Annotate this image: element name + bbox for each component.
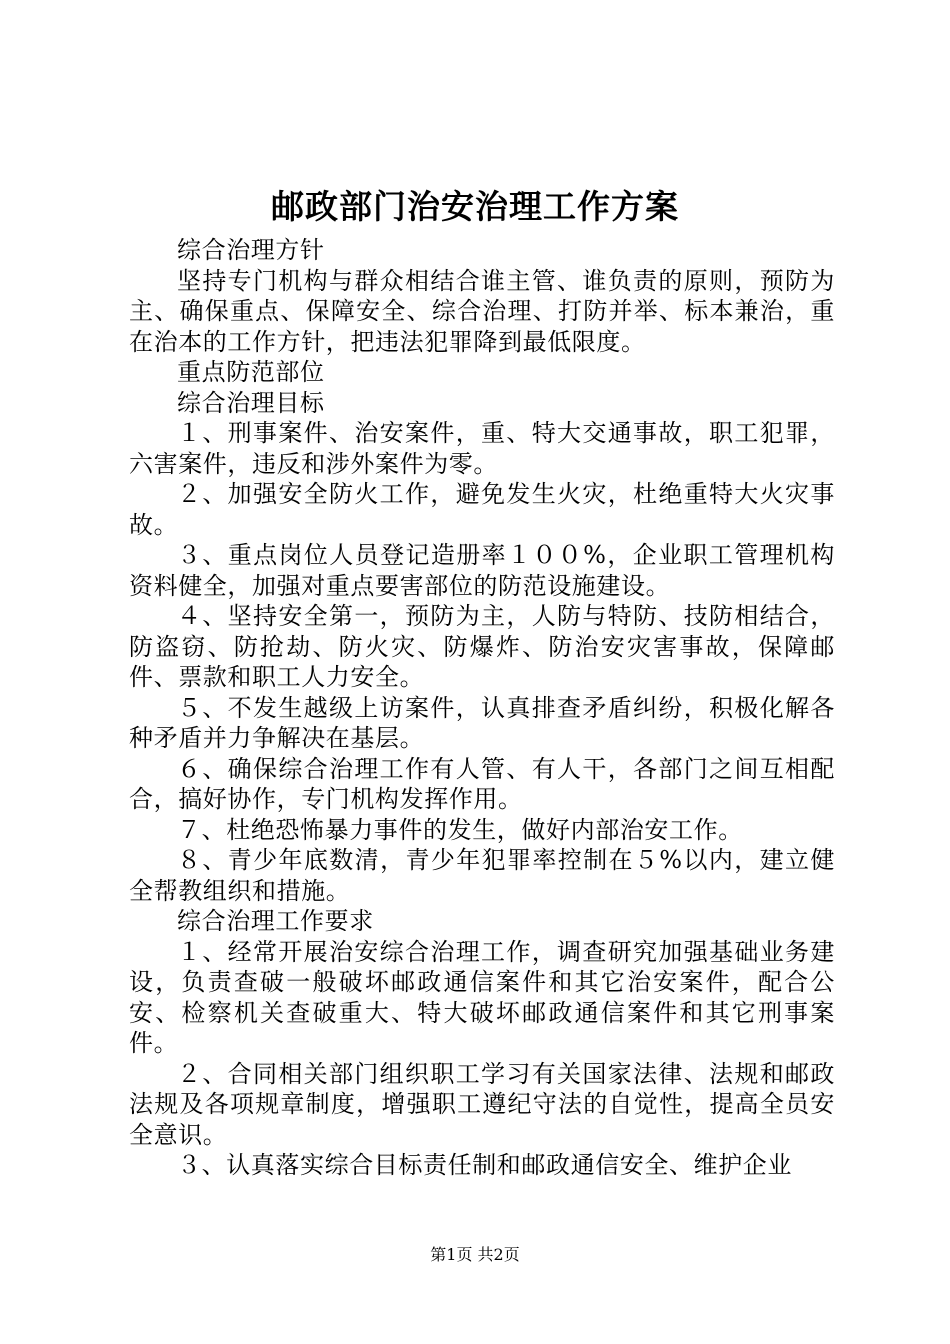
goal-item-4: ４、坚持安全第一，预防为主，人防与特防、技防相结合，防盗窃、防抢劫、防火灾、防爆炸、防治安灾害事故，保障邮件、票款和职工人力安全。 [129, 602, 835, 691]
goal-item-7: ７、杜绝恐怖暴力事件的发生，做好内部治安工作。 [177, 815, 743, 844]
heading-requirements: 综合治理工作要求 [177, 907, 374, 935]
document-title: 邮政部门治安治理工作方案 [271, 187, 679, 226]
page-footer: 第1页 共2页 [430, 1245, 520, 1264]
goal-item-3: ３、重点岗位人员登记造册率１００%，企业职工管理机构资料健全，加强对重点要害部位的防范设施建设。 [129, 541, 835, 600]
heading-goals: 综合治理目标 [177, 388, 325, 417]
requirement-item-2: ２、合同相关部门组织职工学习有关国家法律、法规和邮政法规及各项规章制度，增强职工遵纪守法的自觉性，提高全员安全意识。 [129, 1059, 835, 1149]
paragraph-policy: 坚持专门机构与群众相结合谁主管、谁负责的原则，预防为主、确保重点、保障安全、综合治理、打防并举、标本兼治，重在治本的工作方针，把违法犯罪降到最低限度。 [129, 266, 835, 356]
heading-policy: 综合治理方针 [177, 236, 325, 264]
document-body [129, 235, 835, 1181]
requirement-item-3: ３、认真落实综合目标责任制和邮政通信安全、维护企业 [177, 1151, 792, 1179]
goal-item-8: ８、青少年底数清，青少年犯罪率控制在５%以内，建立健全帮教组织和措施。 [129, 846, 835, 905]
goal-item-2: ２、加强安全防火工作，避免发生火灾，杜绝重特大火灾事故。 [129, 480, 835, 539]
heading-key-areas: 重点防范部位 [177, 358, 325, 386]
requirement-item-1: １、经常开展治安综合治理工作，调查研究加强基础业务建设，负责查破一般破坏邮政通信案件和其它治安案件，配合公安、检察机关查破重大、特大破坏邮政通信案件和其它刑事案件。 [129, 937, 835, 1057]
goal-item-1: １、刑事案件、治安案件，重、特大交通事故，职工犯罪，六害案件，违反和涉外案件为零。 [129, 419, 835, 478]
goal-item-5: ５、不发生越级上访案件，认真排查矛盾纠纷，积极化解各种矛盾并力争解决在基层。 [129, 693, 835, 752]
goal-item-6: ６、确保综合治理工作有人管、有人干，各部门之间互相配合，搞好协作，专门机构发挥作用。 [129, 754, 835, 813]
